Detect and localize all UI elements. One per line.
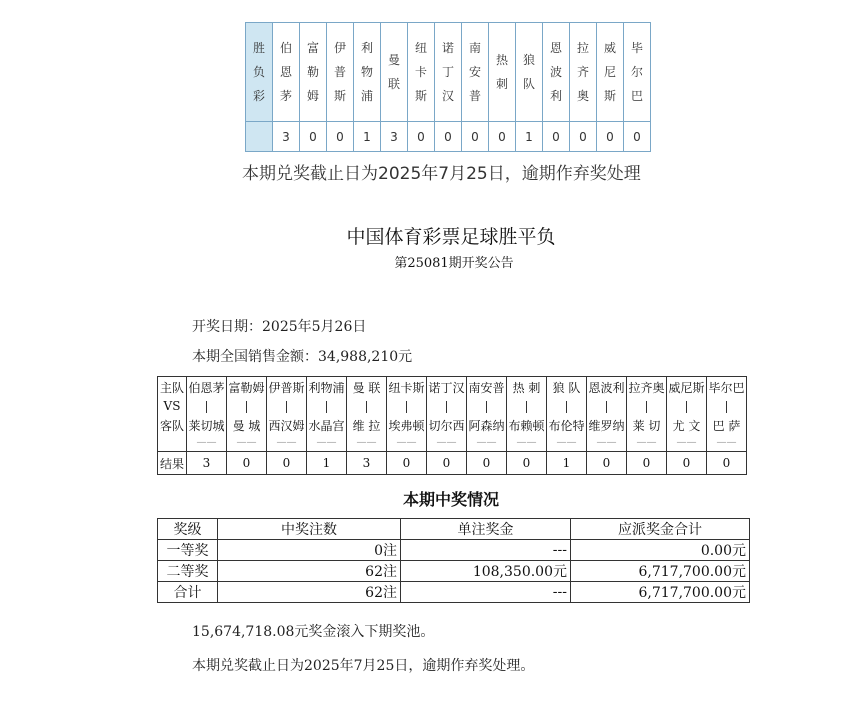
home-team-cell: 诺丁汉 — [427, 377, 467, 398]
vs-bar — [686, 401, 687, 413]
away-team-cell: 莱 切 — [627, 415, 667, 435]
away-team-cell: 埃弗顿 — [387, 415, 427, 435]
vs-bar-cell — [347, 397, 387, 415]
away-team-cell: 切尔西 — [427, 415, 467, 435]
announcement-title: 中国体育彩票足球胜平负 — [346, 226, 556, 248]
home-label: 主队 — [158, 377, 187, 398]
summary-result-cell: 1 — [516, 122, 543, 152]
vs-bar — [726, 401, 727, 413]
vs-bar-cell — [307, 397, 347, 415]
home-team-cell: 伯恩茅 — [187, 377, 227, 398]
result-cell: 0 — [267, 452, 307, 475]
vs-row — [158, 397, 747, 415]
dash-cell: —— — [387, 435, 427, 452]
dash-cell: —— — [347, 435, 387, 452]
home-team-cell: 南安普 — [467, 377, 507, 398]
dash-cell: —— — [547, 435, 587, 452]
vs-bar — [446, 401, 447, 413]
vs-bar-cell — [467, 397, 507, 415]
summary-result-cell: 0 — [543, 122, 570, 152]
away-team-cell: 维罗纳 — [587, 415, 627, 435]
result-cell: 1 — [547, 452, 587, 475]
vs-label: VS — [158, 397, 187, 415]
summary-team-cell: 毕 尔 巴 — [624, 23, 651, 122]
summary-team-cell: 富 勒 姆 — [300, 23, 327, 122]
summary-result-cell: 0 — [408, 122, 435, 152]
summary-result-cell: 0 — [462, 122, 489, 152]
summary-result-cell: 3 — [381, 122, 408, 152]
home-team-cell: 威尼斯 — [667, 377, 707, 398]
deadline-note: 本期兑奖截止日为2025年7月25日，逾期作弃奖处理。 — [192, 658, 535, 674]
prize-unit: --- — [401, 582, 571, 603]
dash-label-empty — [158, 435, 187, 452]
dash-cell: —— — [667, 435, 707, 452]
result-cell: 0 — [427, 452, 467, 475]
vs-bar — [206, 401, 207, 413]
prize-table — [157, 518, 750, 603]
away-team-cell: 西汉姆 — [267, 415, 307, 435]
match-table — [157, 376, 747, 475]
vs-bar — [366, 401, 367, 413]
summary-row-label — [246, 23, 273, 122]
summary-team-cell: 狼 队 — [516, 23, 543, 122]
prize-heading: 本期中奖情况 — [402, 490, 499, 509]
prize-level: 合计 — [158, 582, 218, 603]
vs-bar — [286, 401, 287, 413]
away-team-cell: 莱切城 — [187, 415, 227, 435]
dash-cell: —— — [587, 435, 627, 452]
vs-bar — [486, 401, 487, 413]
home-team-cell: 伊普斯 — [267, 377, 307, 398]
away-team-cell: 水晶宫 — [307, 415, 347, 435]
vs-bar-cell — [187, 397, 227, 415]
vs-bar-cell — [587, 397, 627, 415]
home-team-cell: 曼 联 — [347, 377, 387, 398]
prize-count: 62注 — [218, 582, 401, 603]
vs-bar-cell — [427, 397, 467, 415]
dash-cell: —— — [707, 435, 747, 452]
away-team-cell: 巴 萨 — [707, 415, 747, 435]
dash-cell: —— — [627, 435, 667, 452]
vs-bar-cell — [227, 397, 267, 415]
result-cell: 0 — [667, 452, 707, 475]
prize-header-count: 中奖注数 — [218, 519, 401, 540]
summary-result-cell: 1 — [354, 122, 381, 152]
dash-cell: —— — [307, 435, 347, 452]
summary-result-cell: 0 — [300, 122, 327, 152]
vs-bar-cell — [267, 397, 307, 415]
summary-team-cell: 拉 齐 奥 — [570, 23, 597, 122]
announcement-subtitle: 第25081期开奖公告 — [394, 256, 514, 271]
summary-result-cell: 3 — [273, 122, 300, 152]
prize-level: 一等奖 — [158, 540, 218, 561]
home-team-cell: 恩波利 — [587, 377, 627, 398]
result-cell: 0 — [587, 452, 627, 475]
vs-bar-cell — [507, 397, 547, 415]
summary-team-cell: 恩 波 利 — [543, 23, 570, 122]
result-cell: 0 — [227, 452, 267, 475]
vs-bar-cell — [667, 397, 707, 415]
summary-row-label-empty — [246, 122, 273, 152]
vs-bar — [646, 401, 647, 413]
vs-bar — [246, 401, 247, 413]
summary-result-cell: 0 — [489, 122, 516, 152]
result-label: 结果 — [158, 452, 187, 475]
home-team-cell: 富勒姆 — [227, 377, 267, 398]
result-cell: 0 — [467, 452, 507, 475]
summary-team-cell: 威 尼 斯 — [597, 23, 624, 122]
summary-team-cell: 伯 恩 茅 — [273, 23, 300, 122]
result-cell: 3 — [187, 452, 227, 475]
home-team-cell: 纽卡斯 — [387, 377, 427, 398]
summary-result-cell: 0 — [435, 122, 462, 152]
home-team-cell: 利物浦 — [307, 377, 347, 398]
summary-team-cell: 利 物 浦 — [354, 23, 381, 122]
away-team-cell: 尤 文 — [667, 415, 707, 435]
prize-unit: 108,350.00元 — [401, 561, 571, 582]
vs-bar-cell — [627, 397, 667, 415]
vs-bar — [526, 401, 527, 413]
dash-row — [158, 435, 747, 452]
home-team-cell: 热 刺 — [507, 377, 547, 398]
prize-unit: --- — [401, 540, 571, 561]
home-team-row — [158, 377, 747, 398]
summary-team-cell: 伊 普 斯 — [327, 23, 354, 122]
summary-team-cell: 诺 丁 汉 — [435, 23, 462, 122]
summary-result-row — [246, 122, 651, 152]
prize-count: 62注 — [218, 561, 401, 582]
prize-header-level: 奖级 — [158, 519, 218, 540]
summary-result-cell: 0 — [597, 122, 624, 152]
prize-row-sum — [158, 582, 750, 603]
away-team-cell: 曼 城 — [227, 415, 267, 435]
prize-header-row — [158, 519, 750, 540]
summary-row-label-text: 胜 负 彩 — [252, 41, 265, 103]
away-team-cell: 布赖顿 — [507, 415, 547, 435]
summary-result-cell: 0 — [624, 122, 651, 152]
away-team-cell: 布伦特 — [547, 415, 587, 435]
result-cell: 0 — [627, 452, 667, 475]
prize-total: 0.00元 — [571, 540, 750, 561]
vs-bar — [326, 401, 327, 413]
prize-level: 二等奖 — [158, 561, 218, 582]
prize-total: 6,717,700.00元 — [571, 561, 750, 582]
summary-team-cell: 曼 联 — [381, 23, 408, 122]
draw-date: 开奖日期：2025年5月26日 — [192, 319, 367, 335]
dash-cell: —— — [227, 435, 267, 452]
away-label: 客队 — [158, 415, 187, 435]
result-cell: 3 — [347, 452, 387, 475]
away-team-cell: 维 拉 — [347, 415, 387, 435]
prize-total: 6,717,700.00元 — [571, 582, 750, 603]
prize-header-unit: 单注奖金 — [401, 519, 571, 540]
result-cell: 0 — [387, 452, 427, 475]
home-team-cell: 毕尔巴 — [707, 377, 747, 398]
vs-bar-cell — [387, 397, 427, 415]
summary-team-cell: 热 刺 — [489, 23, 516, 122]
vs-bar-cell — [707, 397, 747, 415]
summary-team-row — [246, 23, 651, 122]
summary-table — [245, 22, 651, 152]
dash-cell: —— — [427, 435, 467, 452]
prize-row-first — [158, 540, 750, 561]
prize-count: 0注 — [218, 540, 401, 561]
away-team-row — [158, 415, 747, 435]
vs-bar — [606, 401, 607, 413]
dash-cell: —— — [467, 435, 507, 452]
dash-cell: —— — [187, 435, 227, 452]
sales-amount: 本期全国销售金额：34,988,210元 — [192, 349, 413, 365]
away-team-cell: 阿森纳 — [467, 415, 507, 435]
summary-result-cell: 0 — [327, 122, 354, 152]
dash-cell: —— — [267, 435, 307, 452]
summary-result-cell: 0 — [570, 122, 597, 152]
result-cell: 0 — [707, 452, 747, 475]
prize-header-total: 应派奖金合计 — [571, 519, 750, 540]
vs-bar — [406, 401, 407, 413]
top-deadline-note: 本期兑奖截止日为2025年7月25日，逾期作弃奖处理 — [242, 164, 641, 184]
summary-team-cell: 南 安 普 — [462, 23, 489, 122]
dash-cell: —— — [507, 435, 547, 452]
summary-team-cell: 纽 卡 斯 — [408, 23, 435, 122]
prize-row-second — [158, 561, 750, 582]
vs-bar — [566, 401, 567, 413]
result-cell: 0 — [507, 452, 547, 475]
home-team-cell: 狼 队 — [547, 377, 587, 398]
home-team-cell: 拉齐奥 — [627, 377, 667, 398]
rollover-note: 15,674,718.08元奖金滚入下期奖池。 — [192, 624, 435, 640]
result-cell: 1 — [307, 452, 347, 475]
vs-bar-cell — [547, 397, 587, 415]
result-row — [158, 452, 747, 475]
